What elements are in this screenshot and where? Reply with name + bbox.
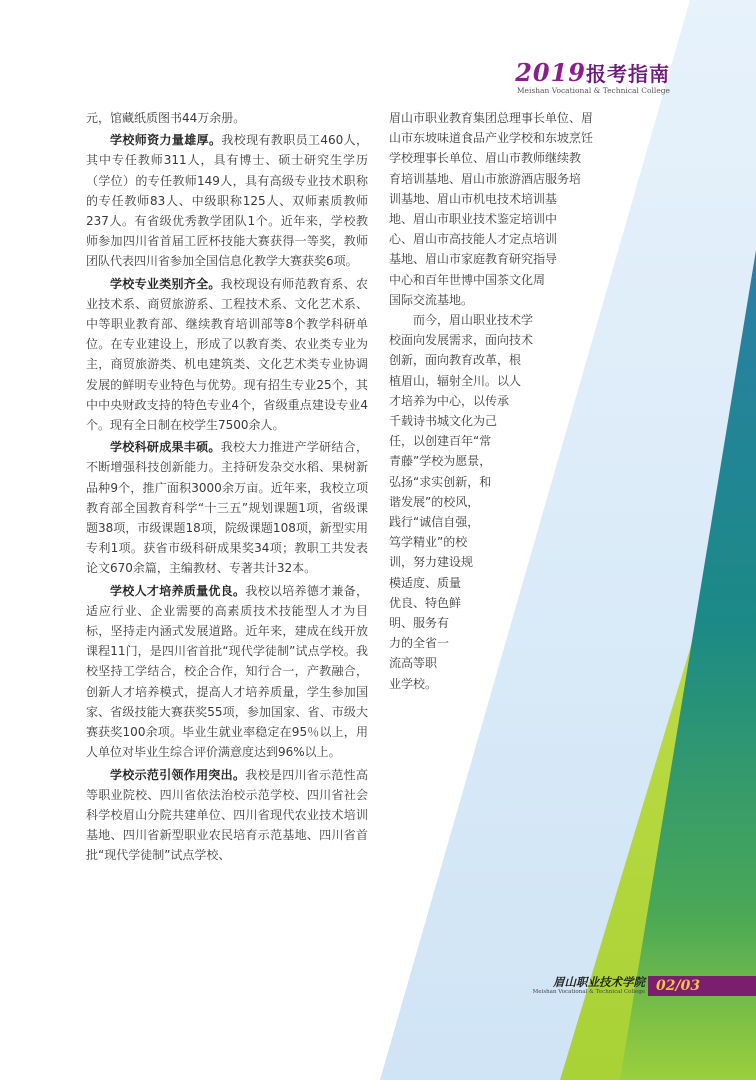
text-line: 千载诗书城文化为己 — [389, 414, 498, 429]
text-line: 学校理事长单位、眉山市教师继续教 — [389, 151, 582, 166]
text-line: 而今，眉山职业技术学 — [413, 313, 534, 328]
text-line: 明、服务有 — [389, 616, 450, 631]
body-majors: 我校现设有师范教育系、农业技术系、商贸旅游系、工程技术系、文化艺术系、中等职业教育部、继续教育培训部等8个教学科研单位。在专业建设上，形成了以教育类、农业类专业为主，商贸旅游类、机电建筑类、文化艺术类专业协调发展的鲜明专业特色与优势。现有招生专业25个，其中中央财政支持的特色专业4个，省级重点建设专业4个。现有全日制在校学生7500余人。 — [86, 276, 368, 433]
body-demonstration: 我校是四川省示范性高等职业院校、四川省依法治校示范学校、四川省社会科学校眉山分院共建单位、四川省现代农业技术培训基地、四川省新型职业农民培育示范基地、四川省首批“现代学徒制”试点学校、 — [86, 767, 368, 863]
text-line: 国际交流基地。 — [389, 292, 474, 307]
heading-research: 学校科研成果丰硕。 — [110, 440, 221, 455]
body-research: 我校大力推进产学研结合，不断增强科技创新能力。主持研发杂交水稻、果树新品种9个，推广面积3000余万亩。近年来，我校立项教育部全国教育科学“十三五”规划课题1项，省级课题38项，市级课题18项，院级课题108项，新型实用专利1项。获省市级科研成果奖34项；教职工共发表论文670余篇，主编教材、专著共计32本。 — [86, 440, 368, 576]
text-line: 眉山市职业教育集团总理事长单位、眉 — [389, 111, 594, 125]
heading-demonstration: 学校示范引领作用突出。 — [110, 767, 246, 782]
heading-majors: 学校专业类别齐全。 — [110, 276, 221, 291]
footer-college-name: 眉山职业技术学院 — [553, 975, 645, 989]
body-talent: 我校以培养德才兼备，适应行业、企业需要的高素质技术技能型人才为目标，坚持走内涵式发展道路。近年来，建成在线开放课程11门，是四川省首批“现代学徒制”试点学校。我校坚持工学结合，校企合作，知行合一，产教融合，创新人才培养模式，提高人才培养质量，学生参加国家、省级技能大赛获奖55项，参加国家、省、市级大赛获奖100余项。毕业生就业率稳定在95％以上，用人单位对毕业生综合评价满意度达到96%以上。 — [86, 583, 368, 760]
text-line: 山市东坡味道食品产业学校和东坡烹饪 — [389, 131, 594, 146]
brand-subtitle: Meishan Vocational & Technical College — [516, 86, 670, 95]
footer-college-english: Meishan Vocational & Technical College — [532, 989, 645, 995]
guide-title — [515, 60, 670, 87]
text-line: 育培训基地、眉山市旅游酒店服务培 — [389, 171, 582, 186]
text-line: 中心和百年世博中国茶文化周 — [389, 272, 546, 287]
paragraph-talent — [86, 581, 368, 763]
page-number: 02/03 — [656, 978, 701, 994]
heading-faculty: 学校师资力量雄厚。 — [110, 133, 222, 148]
brand-header — [515, 60, 670, 95]
left-text-column — [86, 108, 368, 868]
text-line: 模适度、质量 — [389, 575, 462, 590]
continuation-text — [389, 108, 625, 310]
text-line: 弘扬“求实创新，和 — [389, 474, 492, 489]
text-line: 践行“诚信自强， — [389, 515, 480, 530]
paragraph-faculty — [86, 130, 368, 271]
closing-paragraph — [389, 310, 625, 694]
text-line: 才培养为中心，以传承 — [389, 393, 510, 408]
text-line: 青藤”学校为愿景， — [389, 454, 492, 469]
heading-talent: 学校人才培养质量优良。 — [110, 583, 246, 598]
right-text-column — [389, 108, 625, 694]
text-line: 力的全省一 — [389, 636, 450, 651]
intro-line: 元，馆藏纸质图书44万余册。 — [86, 111, 246, 125]
text-line: 任，以创建百年“常 — [389, 434, 492, 449]
text-line: 基地、眉山市家庭教育研究指导 — [389, 252, 558, 267]
text-line: 训，努力建设规 — [389, 555, 474, 570]
paragraph-demonstration — [86, 765, 368, 866]
text-line: 创新，面向教育改革，根 — [389, 353, 522, 368]
footer-college-logo — [515, 975, 645, 995]
paragraph-research — [86, 437, 368, 578]
text-line: 心、眉山市高技能人才定点培训 — [389, 232, 558, 247]
paragraph-majors — [86, 274, 368, 436]
body-faculty: 我校现有教职员工460人，其中专任教师311人，具有博士、硕士研究生学历（学位）的专任教师149人，具有高级专业技术职称的专任教师83人、中级职称125人、双师素质教师237人。有省级优秀教学团队1个。近年来，学校教师参加四川省首届工匠杯技能大赛获得一等奖，教师团队代表四川省参加全国信息化教学大赛获奖6项。 — [86, 133, 368, 269]
text-line: 谐发展”的校风， — [389, 494, 480, 509]
brand-title: 报考指南 — [586, 62, 670, 86]
text-line: 笃学精业”的校 — [389, 535, 468, 550]
text-line: 业学校。 — [389, 676, 438, 691]
text-line: 训基地、眉山市机电技术培训基 — [389, 191, 558, 206]
text-line: 流高等职 — [389, 656, 438, 671]
text-line: 校面向发展需求，面向技术 — [389, 333, 534, 348]
text-line: 地、眉山市职业技术鉴定培训中 — [389, 212, 558, 227]
text-line: 优良、特色鲜 — [389, 595, 462, 610]
text-line: 植眉山，辐射全川。以人 — [389, 373, 522, 388]
brand-year: 2019 — [515, 58, 586, 87]
